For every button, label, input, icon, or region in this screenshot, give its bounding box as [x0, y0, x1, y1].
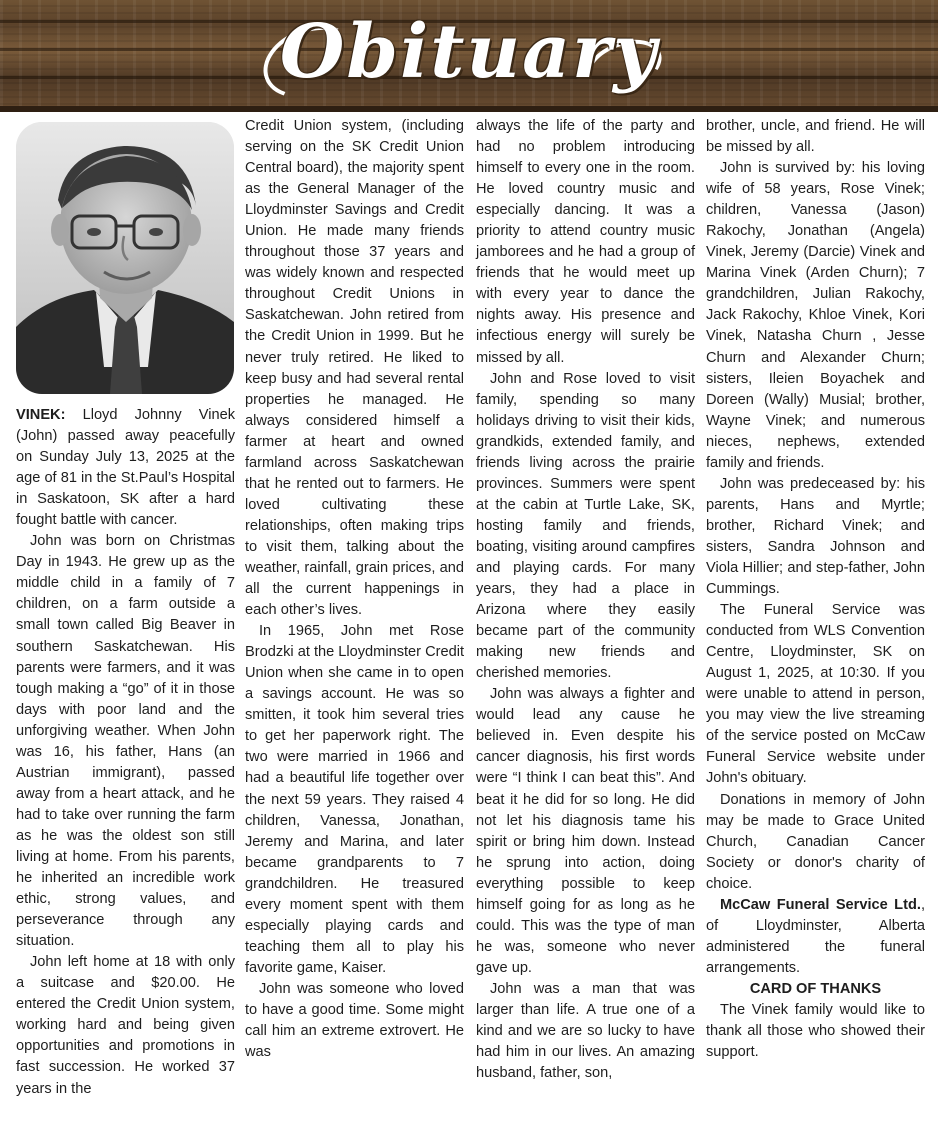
text-column-2: [245, 116, 464, 1063]
portrait-image: [16, 122, 234, 394]
survivors-paragraph: John is survived by: his loving wife of 58 years, Rose Vinek; children, Vanessa (Jason) Rakochy, Jonathan (Angela) Vinek, Jeremy (Darcie) Vinek and Marina Vinek (Arden Churn); 7 grandchildren, Julian Rakochy, Jack Rakochy, Khloe Vinek, Kori Vinek, Natasha Churn , Jesse Churn and Alexander Churn; sisters, Ileien Boyachek and Doreen (Wally) Musial; brother, Wayne Vinek; and numerous nieces, nephews, extended family and friends.: [706, 160, 925, 471]
paragraph: Credit Union system, (including serving on the SK Credit Union Central board), the majority spent as the General Manager of the Lloydminster Savings and Credit Union. He made many friends throughout those 37 years and was widely known and respected throughout Credit Unions in Saskatchewan. John retired from the Credit Union in 1999. But he never truly retired. He liked to keep busy and had several rental properties he managed. He always considered himself a farmer at heart and owned farmland across Saskatchewan that he rented out to farmers. He loved cultivating these relationships, often making trips to visit them, talking about the weather, rainfall, grain prices, and all the current happenings in each other’s lives.: [245, 118, 464, 619]
header-banner: [0, 0, 938, 112]
paragraph: [16, 405, 235, 531]
paragraph: John was someone who loved to have a good time. Some might call him an extreme extrovert. He was: [245, 980, 464, 1061]
paragraph: In 1965, John met Rose Brodzki at the Lloydminster Credit Union when she came in to open a savings account. He was so smitten, it took him several tries to get her paperwork right. The two were married in 1966 and had a beautiful life together over the next 59 years. They raised 4 children, Vanessa, Jonathan, Jeremy and Marina, and later became grandparents to 7 grandchildren. He treasured every moment spent with them especially playing cards and teaching them all to play his favorite game, Kaiser.: [245, 623, 464, 976]
announcement-text: Lloyd Johnny Vinek (John) passed away peacefully on Sunday July 13, 2025 at the age of 81 in the St.Paul’s Hospital in Saskatoon, SK after a hard fought battle with cancer.: [16, 407, 235, 529]
funeral-home-text: , of Lloydminster, Alberta administered the funeral arrangements.: [706, 896, 925, 976]
text-column-4: [706, 116, 925, 1063]
paragraph: brother, uncle, and friend. He will be missed by all.: [706, 118, 925, 156]
card-of-thanks-text: The Vinek family would like to thank all those who showed their support.: [706, 1001, 925, 1061]
page-title: Obituary: [279, 9, 659, 95]
text-column-3: [476, 116, 695, 1084]
portrait-photo: [16, 122, 234, 394]
paragraph: John and Rose loved to visit family, spending so many holidays driving to visit their kids, grandkids, extended family, and friends living across the prairie provinces. Summers were spent at the cabin at Turtle Lake, SK, hosting family and friends, boating, visiting around campfires and playing cards. For many years, they had a place in Arizona where they easily became part of the community making new friends and cherished memories.: [476, 370, 695, 682]
paragraph: John left home at 18 with only a suitcase and $20.00. He entered the Credit Union system, working hard and being given opportunities and promotions in fast succession. He worked 37 years in the: [16, 954, 235, 1097]
donations-paragraph: Donations in memory of John may be made to Grace United Church, Canadian Cancer Society or donor's charity of choice.: [706, 791, 925, 892]
banner-border: [0, 106, 938, 112]
paragraph: always the life of the party and had no problem introducing himself to every one in the room. He loved country music and especially dancing. It was a priority to attend country music jamborees and he had a group of friends that he would meet up with every year to dance the nights away. His presence and infectious energy will surely be missed by all.: [476, 118, 695, 366]
text-column-1: [16, 405, 235, 1100]
funeral-home-name: McCaw Funeral Service Ltd.: [720, 896, 921, 913]
paragraph: John was always a fighter and would lead any cause he believed in. Even despite his cancer diagnosis, his first words were “I think I can beat this”. And beat it he did for so long. He did not let his diagnosis tame his spirit or bring him down. Instead he sprung into action, doing everything possible to keep himself going for as long as he could. This was the type of man he was, someone who never gave up.: [476, 686, 695, 976]
deceased-surname: VINEK:: [16, 407, 66, 423]
predeceased-paragraph: John was predeceased by: his parents, Hans and Myrtle; brother, Richard Vinek; and sisters, Sandra Johnson and Viola Hillier; and step-father, John Cummings.: [706, 475, 925, 598]
paragraph: John was born on Christmas Day in 1943. He grew up as the middle child in a family of 7 children, on a farm outside a small town called Big Beaver in southern Saskatchewan. His parents were farmers, and it was tough making a “go” of it in those days with poor land and the unforgiving weather. When John was 16, his father, Hans (an Austrian immigrant), passed away from a heart attack, and he had to take over running the farm as he was the oldest son still living at home. From his parents, he inherited an incredible work ethic, strong values, and perseverance through any situation.: [16, 533, 235, 950]
funeral-service-paragraph: The Funeral Service was conducted from WLS Convention Centre, Lloydminster, SK on August 1, 2025, at 10:30. If you were unable to attend in person, you may view the live streaming of the service posted on McCaw Funeral Service website under John's obituary.: [706, 602, 925, 787]
paragraph: John was a man that was larger than life. A true one of a kind and we are so lucky to have had him in our lives. An amazing husband, father, son,: [476, 980, 695, 1082]
funeral-home-paragraph: [706, 895, 925, 979]
card-of-thanks-heading: CARD OF THANKS: [749, 980, 882, 997]
